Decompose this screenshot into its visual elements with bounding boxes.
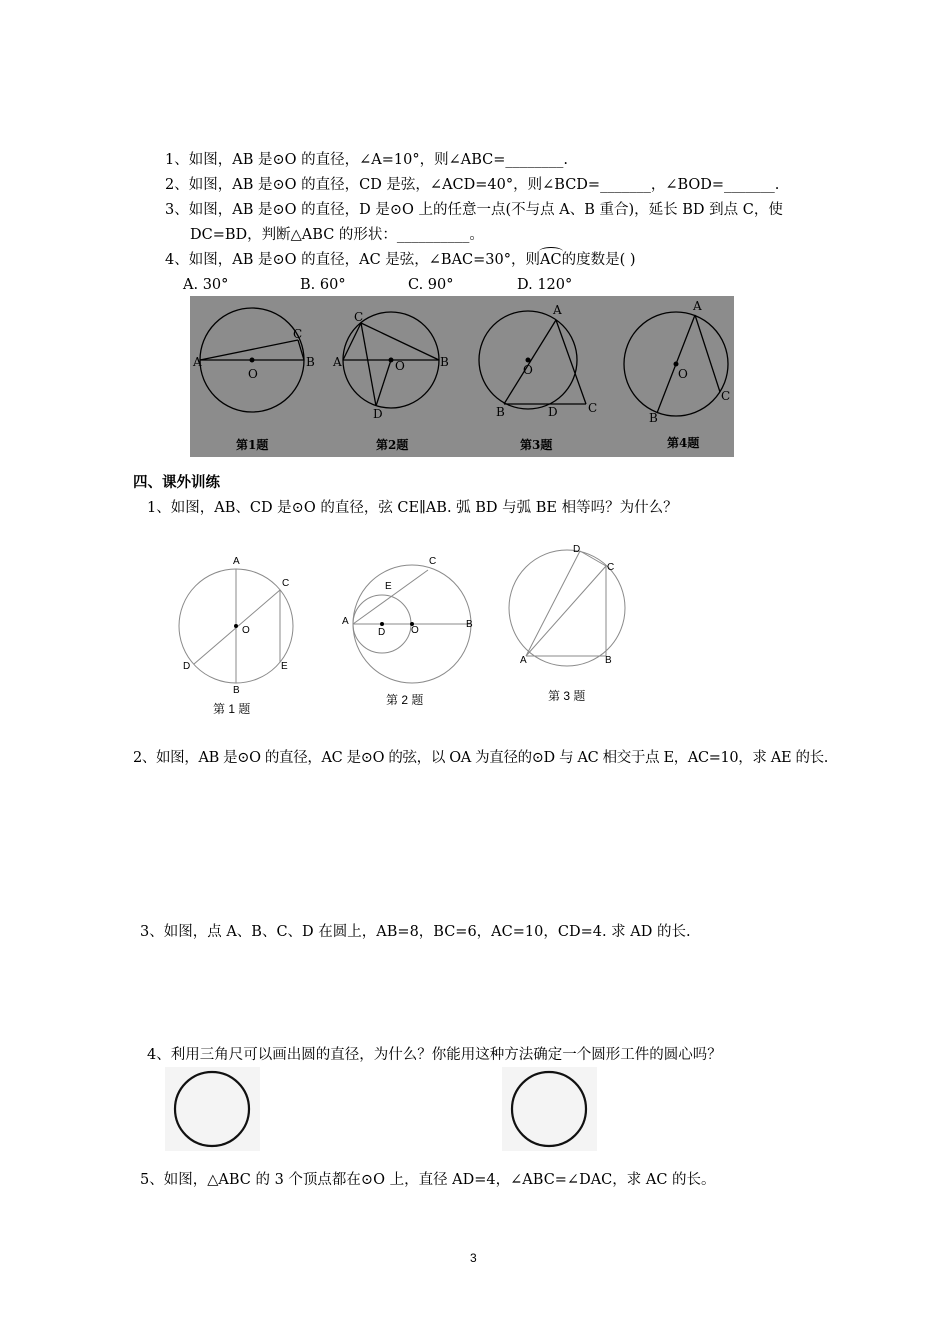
svg-text:C: C	[721, 389, 731, 403]
svg-text:B: B	[233, 685, 240, 696]
svg-text:A: A	[553, 303, 562, 317]
question-3-4-suffix: 的度数是( )	[561, 252, 636, 268]
question-4-2: 2、如图，AB 是⊙O 的直径，AC 是⊙O 的弦，以 OA 为直径的⊙D 与 AC 相交于点 E，AC=10，求 AE 的长.	[133, 750, 829, 766]
svg-text:D: D	[548, 405, 558, 419]
arc-ac: AC	[540, 252, 562, 268]
svg-text:O: O	[248, 367, 258, 381]
question-3-1: 1、如图，AB 是⊙O 的直径，∠A=10°，则∠ABC=________.	[165, 152, 568, 168]
question-3-4	[165, 250, 636, 270]
svg-text:A: A	[693, 299, 702, 313]
svg-text:E: E	[281, 661, 288, 672]
section-heading: 四、课外训练	[133, 474, 220, 491]
svg-text:D: D	[573, 544, 581, 555]
question-3-3-line1: 3、如图，AB 是⊙O 的直径，D 是⊙O 上的任意一点(不与点 A、B 重合)，延长 BD 到点 C，使	[165, 202, 783, 218]
question-3-2: 2、如图，AB 是⊙O 的直径，CD 是弦，∠ACD=40°，则∠BCD=_______，∠BOD=_______.	[165, 177, 780, 193]
svg-text:O: O	[242, 625, 250, 636]
svg-text:C: C	[293, 327, 303, 341]
svg-text:A: A	[520, 655, 527, 666]
svg-text:O: O	[678, 367, 688, 381]
svg-text:A: A	[333, 355, 342, 369]
page-number: 3	[470, 1251, 477, 1265]
svg-text:O: O	[523, 363, 533, 377]
question-4-3: 3、如图，点 A、B、C、D 在圆上，AB=8，BC=6，AC=10，CD=4. 求 AD 的长.	[140, 924, 691, 940]
question-4-4: 4、利用三角尺可以画出圆的直径，为什么？你能用这种方法确定一个圆形工件的圆心吗？	[147, 1047, 722, 1063]
circle-workpiece-1	[165, 1067, 260, 1151]
svg-text:A: A	[342, 616, 349, 627]
caption-fig4: 第4题	[667, 436, 700, 450]
svg-text:C: C	[607, 562, 615, 573]
svg-text:D: D	[378, 627, 386, 638]
svg-text:C: C	[354, 310, 364, 324]
s4-caption-fig3: 第 3 题	[548, 689, 586, 703]
circle-workpiece-2	[502, 1067, 597, 1151]
figure-background	[190, 296, 734, 457]
question-3-4-prefix: 4、如图，AB 是⊙O 的直径，AC 是弦，∠BAC=30°，则	[165, 252, 541, 268]
svg-text:D: D	[183, 661, 191, 672]
question-3-3-line2: DC=BD，判断△ABC 的形状：__________。	[190, 227, 484, 243]
caption-fig1: 第1题	[236, 438, 269, 452]
svg-text:B: B	[440, 355, 449, 369]
svg-text:B: B	[466, 619, 473, 630]
svg-text:B: B	[605, 655, 612, 666]
part3-figures	[190, 296, 734, 457]
svg-text:C: C	[588, 401, 598, 415]
s4-caption-fig2: 第 2 题	[386, 693, 424, 707]
question-4-1: 1、如图，AB、CD 是⊙O 的直径，弦 CE∥AB. 弧 BD 与弧 BE 相等吗？为什么？	[147, 500, 678, 516]
option-c: C. 90°	[408, 277, 454, 293]
caption-fig2: 第2题	[376, 438, 409, 452]
svg-text:A: A	[233, 556, 240, 567]
option-d: D. 120°	[517, 277, 573, 293]
svg-text:C: C	[282, 578, 290, 589]
s4-caption-fig1: 第 1 题	[213, 702, 251, 716]
svg-text:B: B	[306, 355, 315, 369]
svg-text:B: B	[496, 405, 505, 419]
svg-text:C: C	[429, 556, 437, 567]
question-4-5: 5、如图，△ABC 的 3 个顶点都在⊙O 上，直径 AD=4，∠ABC=∠DAC，求 AC 的长。	[140, 1172, 716, 1188]
option-b: B. 60°	[300, 277, 346, 293]
svg-text:D: D	[373, 407, 383, 421]
section4-figures	[170, 540, 650, 720]
svg-text:O: O	[395, 359, 405, 373]
svg-text:O: O	[411, 625, 419, 636]
caption-fig3: 第3题	[520, 438, 553, 452]
svg-text:B: B	[649, 411, 658, 425]
svg-text:A: A	[193, 355, 202, 369]
option-a: A. 30°	[183, 277, 229, 293]
svg-text:E: E	[385, 581, 392, 592]
s4-center-dots	[234, 622, 414, 628]
